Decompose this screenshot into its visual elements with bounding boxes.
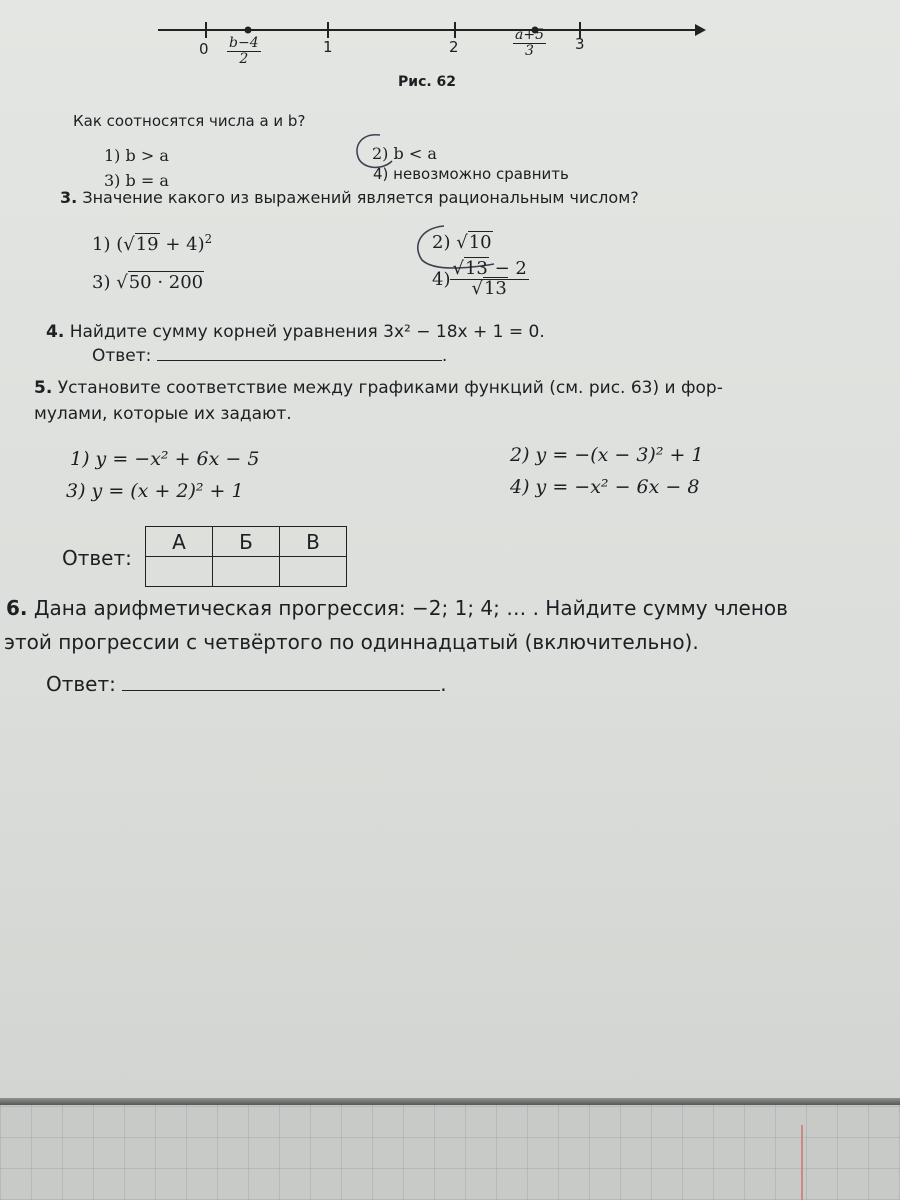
sqrt-sign: √13 bbox=[471, 277, 507, 299]
q2-option-3: 3) b = a bbox=[104, 171, 169, 190]
q6-question-line2: этой прогрессии с четвёртого по одиннадцатый (включительно). bbox=[4, 630, 699, 654]
answer-cell-a[interactable] bbox=[146, 557, 213, 587]
table-header-b: Б bbox=[213, 527, 280, 557]
q3-option-2: 2) √10 bbox=[432, 232, 492, 253]
sqrt-sign: √19 bbox=[123, 234, 159, 255]
q3-question: 3. Значение какого из выражений является рациональным числом? bbox=[60, 188, 639, 207]
tick-label-2: 2 bbox=[449, 38, 459, 56]
q5-formula-3: 3) y = (x + 2)² + 1 bbox=[66, 480, 244, 502]
tick-label-1: 1 bbox=[323, 38, 333, 56]
q2-option-4: 4) невозможно сравнить bbox=[373, 165, 569, 183]
q2-question: Как соотносятся числа a и b? bbox=[73, 112, 306, 130]
answer-cell-b[interactable] bbox=[213, 557, 280, 587]
pen-circle-mark bbox=[352, 131, 402, 173]
table-header-a: А bbox=[146, 527, 213, 557]
q6-answer: Ответ: . bbox=[46, 672, 447, 696]
q3-option-3: 3) √50 · 200 bbox=[92, 272, 204, 293]
q5-formula-1: 1) y = −x² + 6x − 5 bbox=[70, 448, 260, 470]
q4-answer: Ответ: . bbox=[92, 346, 448, 366]
tick-label-3: 3 bbox=[575, 35, 585, 53]
q5-question-line1: 5. Установите соответствие между графиками функций (см. рис. 63) и фор- bbox=[34, 378, 723, 398]
tick-label-0: 0 bbox=[199, 40, 209, 58]
sqrt-sign: √13 bbox=[452, 258, 488, 279]
q3-option-4: 4) $\frac{√13 - 2}{√13}$ bbox=[432, 258, 527, 299]
q4-answer-line[interactable] bbox=[157, 360, 442, 361]
q5-formula-2: 2) y = −(x − 3)² + 1 bbox=[510, 444, 704, 466]
q5-answer-label: Ответ: bbox=[62, 546, 132, 570]
q2-option-2: 2) b < a bbox=[372, 144, 437, 163]
q6-question-line1: 6. Дана арифметическая прогрессия: −2; 1; 4; … . Найдите сумму членов bbox=[6, 596, 788, 620]
point-a-label: $\frac{a+5}{3}$ bbox=[515, 27, 544, 59]
q5-formula-4: 4) y = −x² − 6x − 8 bbox=[510, 476, 700, 498]
point-b bbox=[245, 27, 252, 34]
q6-answer-line[interactable] bbox=[122, 690, 440, 691]
q5-question-line2: мулами, которые их задают. bbox=[34, 404, 292, 424]
table-header-v: В bbox=[280, 527, 347, 557]
sqrt-sign: √50 · 200 bbox=[116, 272, 204, 293]
notebook-grid-background bbox=[0, 1105, 900, 1200]
point-b-label: $\frac{b-4}{2}$ bbox=[229, 35, 259, 67]
q4-question: 4. Найдите сумму корней уравнения 3x² − 18x + 1 = 0. bbox=[46, 322, 545, 342]
arrow-head-icon bbox=[695, 24, 706, 36]
q3-option-1: 1) $(√19 + 4)^2$ bbox=[92, 232, 213, 255]
notebook-margin-line bbox=[801, 1125, 803, 1200]
q5-answer-table bbox=[145, 526, 347, 587]
q2-option-1: 1) b > a bbox=[104, 146, 169, 165]
answer-cell-v[interactable] bbox=[280, 557, 347, 587]
figure-caption: Рис. 62 bbox=[398, 74, 457, 90]
sqrt-sign: √10 bbox=[456, 232, 492, 253]
